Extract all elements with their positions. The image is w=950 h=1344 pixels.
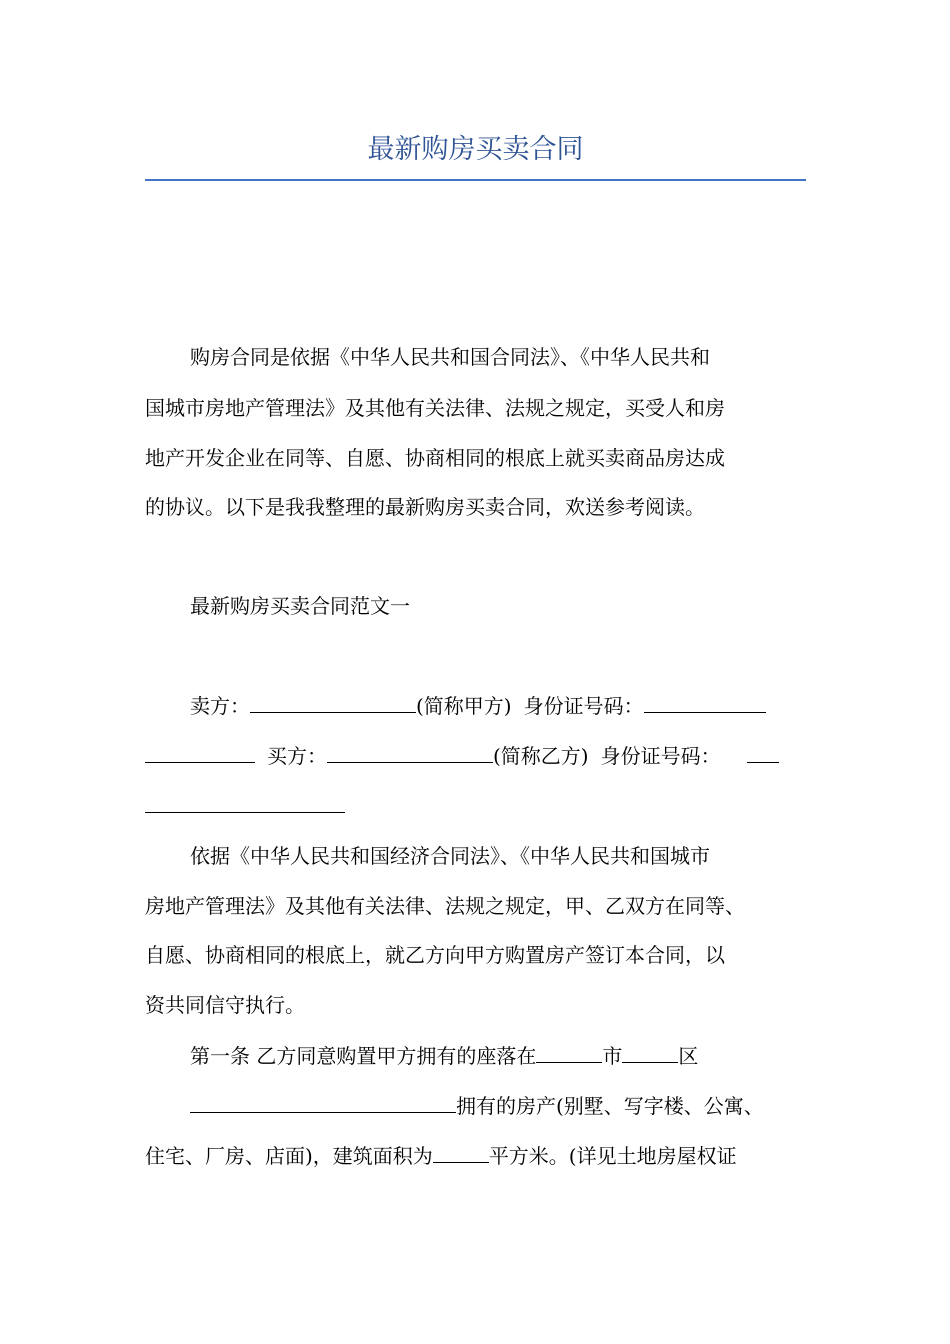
area-unit: 平方米。(详见土地房屋权证: [488, 1144, 737, 1168]
intro-line-2: 国城市房地产管理法》及其他有关法律、法规之规定，买受人和房: [145, 396, 725, 420]
title-divider: [145, 179, 806, 181]
seller-label: 卖方：: [190, 694, 250, 718]
section-heading: 最新购房买卖合同范文一: [190, 594, 410, 618]
seller-short-label: (简称甲方): [416, 694, 512, 718]
buyer-id-line-cont: [145, 790, 345, 821]
buyer-id-label: 身份证号码：: [600, 744, 721, 768]
basis-line-3: 自愿、协商相同的根底上，就乙方向甲方购置房产签订本合同，以: [145, 943, 725, 967]
buyer-name-blank: [327, 740, 493, 763]
article1-prefix: 第一条 乙方同意购置甲方拥有的座落在: [190, 1044, 537, 1068]
seller-line: [190, 690, 766, 721]
buyer-line: [145, 740, 779, 771]
address-blank: [190, 1090, 456, 1113]
area-label: 住宅、厂房、店面)，建筑面积为: [145, 1144, 433, 1168]
seller-id-label: 身份证号码：: [523, 694, 644, 718]
intro-line-1: 购房合同是依据《中华人民共和国合同法》、《中华人民共和: [190, 345, 710, 369]
basis-line-4: 资共同信守执行。: [145, 993, 305, 1017]
seller-name-blank: [250, 690, 416, 713]
basis-line-2: 房地产管理法》及其他有关法律、法规之规定，甲、乙双方在同等、: [145, 894, 745, 918]
buyer-short-label: (简称乙方): [493, 744, 589, 768]
city-blank: [536, 1040, 602, 1063]
page-title: 最新购房买卖合同: [367, 134, 584, 165]
city-label: 市: [602, 1044, 623, 1068]
property-types: 拥有的房产(别墅、写字楼、公寓、: [456, 1094, 764, 1118]
buyer-id-blank: [747, 740, 779, 763]
intro-line-4: 的协议。以下是我我整理的最新购房买卖合同，欢送参考阅读。: [145, 495, 705, 519]
area-blank: [433, 1140, 489, 1163]
seller-id-blank: [644, 690, 766, 713]
district-label: 区: [678, 1044, 699, 1068]
intro-line-3: 地产开发企业在同等、自愿、协商相同的根底上就买卖商品房达成: [145, 446, 725, 470]
article1-line-3: [145, 1140, 737, 1171]
district-blank: [622, 1040, 678, 1063]
seller-id-blank-cont: [145, 740, 255, 763]
buyer-id-blank-cont: [145, 790, 345, 813]
article1-line-2: [190, 1090, 764, 1121]
basis-line-1: 依据《中华人民共和国经济合同法》、《中华人民共和国城市: [190, 844, 710, 868]
article1-line-1: [190, 1040, 698, 1071]
buyer-label: 买方：: [267, 744, 327, 768]
